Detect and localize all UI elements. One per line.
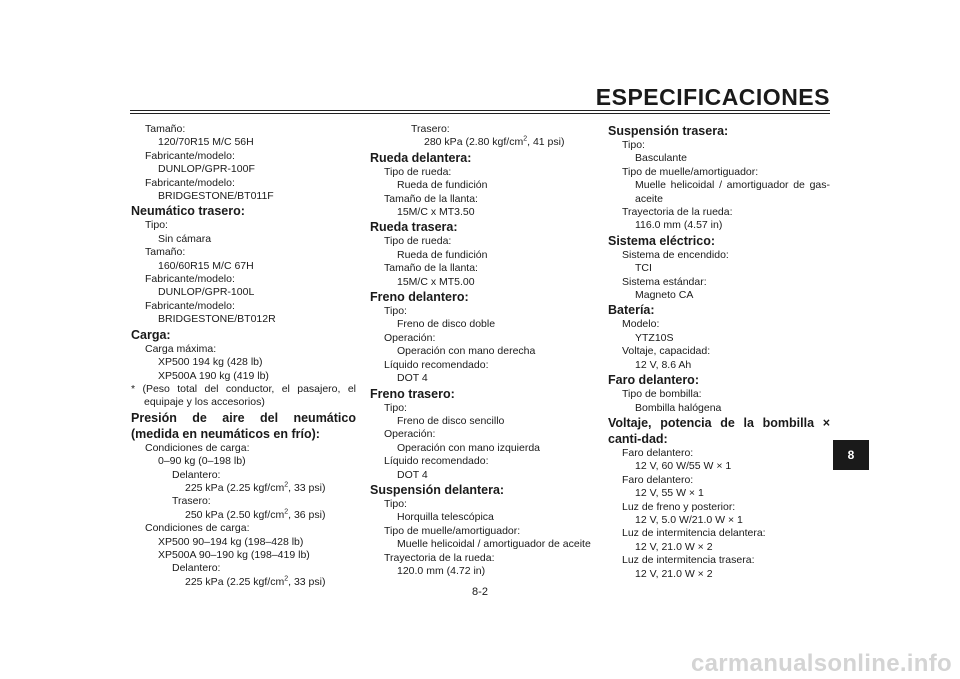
- spec-line: Muelle helicoidal / amortiguador de aceite: [397, 538, 591, 551]
- section-heading: Suspensión trasera:: [608, 124, 729, 138]
- spec-line: XP500 90–194 kg (198–428 lb): [158, 535, 304, 548]
- spec-line: Tipo de bombilla:: [622, 388, 702, 401]
- spec-line: TCI: [635, 262, 652, 275]
- spec-line: Trasero:: [172, 495, 211, 508]
- spec-line: Tipo:: [384, 305, 407, 318]
- spec-line: Líquido recomendado:: [384, 358, 489, 371]
- section-heading: Voltaje, potencia de la bombilla × canti-dad:: [608, 415, 830, 446]
- spec-line: Fabricante/modelo:: [145, 273, 235, 286]
- spec-line: Delantero:: [172, 562, 221, 575]
- spec-line: Fabricante/modelo:: [145, 149, 235, 162]
- spec-line: Luz de freno y posterior:: [622, 500, 736, 513]
- spec-line: XP500A 90–190 kg (198–419 lb): [158, 548, 310, 561]
- spec-line: XP500 194 kg (428 lb): [158, 356, 263, 369]
- section-heading: Rueda trasera:: [370, 220, 458, 235]
- spec-line: 0–90 kg (0–198 lb): [158, 455, 246, 468]
- spec-line: Operación con mano izquierda: [397, 441, 541, 454]
- spec-line: DUNLOP/GPR-100F: [158, 163, 255, 176]
- spec-line: DOT 4: [397, 372, 428, 385]
- watermark: carmanualsonline.info: [690, 650, 952, 677]
- spec-line: Faro delantero:: [622, 446, 694, 459]
- spec-line: 15M/C x MT5.00: [397, 275, 475, 288]
- spec-line: Tipo:: [384, 497, 407, 510]
- spec-line: Horquilla telescópica: [397, 511, 494, 524]
- section-heading: Freno delantero:: [370, 290, 469, 305]
- spec-line: 160/60R15 M/C 67H: [158, 259, 254, 272]
- spec-line: 120/70R15 M/C 56H: [158, 136, 254, 149]
- spec-line: Muelle helicoidal / amortiguador de gas-aceite: [635, 179, 830, 205]
- section-heading: Sistema eléctrico:: [608, 233, 715, 248]
- section-heading: Faro delantero:: [608, 373, 699, 388]
- spec-line: 12 V, 21.0 W × 2: [635, 567, 713, 580]
- spec-line: Trasero:: [411, 123, 450, 135]
- spec-line: Operación con mano derecha: [397, 345, 536, 358]
- header-rule-thin: [130, 113, 830, 114]
- spec-line: 15M/C x MT3.50: [397, 206, 475, 219]
- spec-line: Tipo de muelle/amortiguador:: [622, 165, 759, 178]
- spec-line: Carga máxima:: [145, 342, 217, 355]
- spec-line: 120.0 mm (4.72 in): [397, 564, 486, 577]
- spec-line: 280 kPa (2.80 kgf/$cm^2$, 41 psi): [424, 135, 565, 149]
- spec-line: Luz de intermitencia trasera:: [622, 554, 755, 567]
- spec-line: Bombilla halógena: [635, 401, 722, 414]
- spec-line: 12 V, 21.0 W × 2: [635, 540, 713, 553]
- spec-line: 12 V, 60 W/55 W × 1: [635, 460, 732, 473]
- spec-column-3: [608, 123, 830, 581]
- spec-column-1: [131, 123, 356, 589]
- page-title: ESPECIFICACIONES: [595, 84, 830, 110]
- spec-line: Magneto CA: [635, 289, 694, 302]
- spec-line: 225 kPa (2.25 kgf/$cm^2$, 33 psi): [185, 575, 326, 588]
- spec-line: Condiciones de carga:: [145, 441, 250, 454]
- spec-line: XP500A 190 kg (419 lb): [158, 369, 269, 382]
- spec-line: Luz de intermitencia delantera:: [622, 527, 766, 540]
- section-heading: Presión de aire del neumático (medida en neumáticos en frío):: [131, 410, 356, 441]
- spec-line: Trayectoria de la rueda:: [622, 206, 733, 219]
- spec-line: Fabricante/modelo:: [145, 299, 235, 312]
- spec-line: Tipo de rueda:: [384, 235, 452, 248]
- spec-line: Tamaño de la llanta:: [384, 262, 478, 275]
- spec-line: Rueda de fundición: [397, 248, 488, 261]
- spec-line: Tamaño de la llanta:: [384, 192, 478, 205]
- section-heading: Neumático trasero:: [131, 204, 245, 219]
- spec-line: 12 V, 5.0 W/21.0 W × 1: [635, 513, 743, 526]
- section-heading: Carga:: [131, 327, 171, 342]
- spec-line: Tipo:: [384, 401, 407, 414]
- spec-line: Tamaño:: [145, 123, 186, 135]
- spec-column-2: [370, 123, 592, 578]
- spec-line: 12 V, 55 W × 1: [635, 487, 704, 500]
- spec-line: Sistema estándar:: [622, 275, 707, 288]
- section-heading: Freno trasero:: [370, 386, 455, 401]
- section-heading: Rueda delantera:: [370, 150, 472, 165]
- page-number: 8-2: [472, 586, 488, 598]
- spec-line: Tipo:: [622, 139, 645, 151]
- spec-line: 250 kPa (2.50 kgf/$cm^2$, 36 psi): [185, 508, 326, 521]
- spec-line: DOT 4: [397, 468, 428, 481]
- spec-line: Basculante: [635, 152, 687, 165]
- spec-line: Tipo:: [145, 219, 168, 232]
- spec-line: Modelo:: [622, 318, 660, 331]
- spec-line: BRIDGESTONE/BT012R: [158, 313, 276, 326]
- spec-line: Tamaño:: [145, 246, 186, 259]
- spec-line: Tipo de rueda:: [384, 165, 452, 178]
- spec-line: YTZ10S: [635, 331, 674, 344]
- section-tab: 8: [833, 440, 869, 470]
- spec-line: Freno de disco sencillo: [397, 414, 505, 427]
- spec-line: Faro delantero:: [622, 473, 694, 486]
- spec-line: Trayectoria de la rueda:: [384, 551, 495, 564]
- spec-line: Operación:: [384, 331, 436, 344]
- spec-line: Tipo de muelle/amortiguador:: [384, 524, 521, 537]
- spec-line: Rueda de fundición: [397, 179, 488, 192]
- spec-line: 12 V, 8.6 Ah: [635, 358, 692, 371]
- spec-line: Freno de disco doble: [397, 318, 496, 331]
- spec-line: * (Peso total del conductor, el pasajero, el equipaje y los accesorios): [131, 382, 356, 409]
- section-heading: Suspensión delantera:: [370, 482, 505, 497]
- spec-line: Delantero:: [172, 468, 221, 481]
- section-heading: Batería:: [608, 303, 655, 318]
- spec-line: BRIDGESTONE/BT011F: [158, 190, 274, 203]
- spec-line: Sistema de encendido:: [622, 248, 729, 261]
- spec-line: 116.0 mm (4.57 in): [635, 219, 723, 232]
- spec-line: 225 kPa (2.25 kgf/$cm^2$, 33 psi): [185, 481, 326, 494]
- header-rule: [130, 110, 830, 111]
- spec-line: Condiciones de carga:: [145, 522, 250, 535]
- spec-line: Operación:: [384, 428, 436, 441]
- spec-line: Fabricante/modelo:: [145, 176, 235, 189]
- spec-line: Voltaje, capacidad:: [622, 345, 711, 358]
- spec-line: Sin cámara: [158, 232, 212, 245]
- spec-line: DUNLOP/GPR-100L: [158, 286, 255, 299]
- spec-line: Líquido recomendado:: [384, 455, 489, 468]
